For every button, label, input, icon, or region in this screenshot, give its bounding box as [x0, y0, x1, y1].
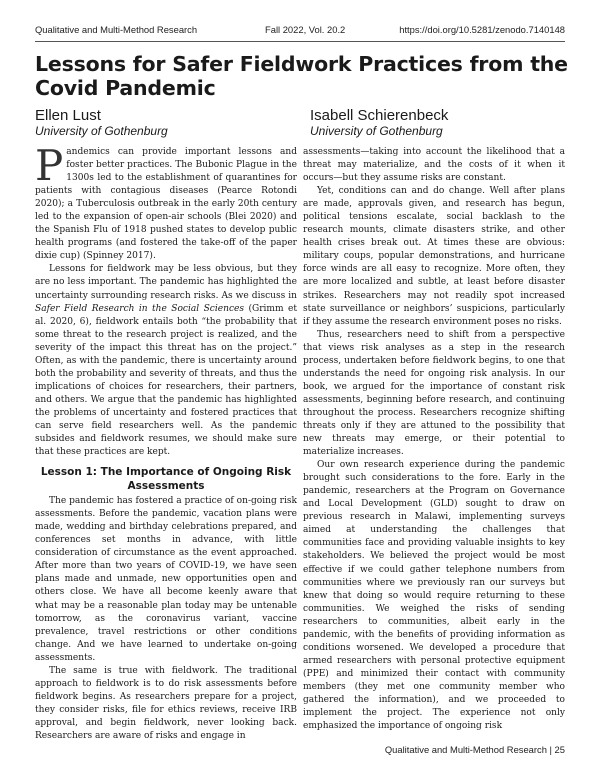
page-footer: Qualitative and Multi-Method Research | 25	[384, 744, 565, 755]
author-name: Ellen Lust	[35, 107, 101, 124]
header-divider	[35, 41, 565, 42]
left-column	[35, 141, 297, 743]
paragraph: Lessons for fieldwork may be less obvious, but they are no less important. The pandemic has highlighted the uncertainty surrounding research risks. As we discuss in Safer Field Research in the Social Sciences (Grimm et al. 2020, 6), fieldwork entails both “the probability that some threat to the research project is realized, and the severity of the impact this threat has on the project.” Often, as with the pandemic, there is uncertainty around both the probability and severity of threats, and thus the implications of choices for researchers, their partners, and others. We argue that the pandemic has highlighted the problems of uncertainty and fostered practices that can serve field researchers well. As the pandemic subsides and fieldwork resumes, we should make sure that these practices are kept.	[35, 264, 297, 458]
paragraph: Yet, conditions can and do change. Well after plans are made, approvals given, and research has begun, political tensions escalate, social backlash to the research mounts, climate disasters strike, and other health crises break out. At times these are obvious: military coups, popular demonstrations, and hurricane force winds are all easy to recognize. More often, they are more localized and subtle, at least before disaster strikes. Researchers may not readily spot increased state surveillance or neighbors’ suspicions, particularly if they assume the research environment poses no risks.	[303, 186, 565, 327]
header-issue: Fall 2022, Vol. 20.2	[265, 24, 346, 35]
drop-cap: P	[35, 141, 64, 190]
section-heading: Lesson 1: The Importance of Ongoing Risk Assessments	[40, 466, 292, 493]
article-title: Lessons for Safer Fieldwork Practices from the Covid Pandemic	[35, 52, 568, 100]
author-affiliation: University of Gothenburg	[35, 124, 168, 138]
header-journal: Qualitative and Multi-Method Research	[35, 24, 198, 35]
header-doi[interactable]: https://doi.org/10.5281/zenodo.7140148	[399, 24, 565, 35]
paragraph: Pandemics can provide important lessons and foster better practices. The Bubonic Plague in the 1300s led to the establishment of quarantines for patients with contagious diseases (Pearce Rotondi 2020); a Tuberculosis outbreak in the early 20th century led to the expansion of open-air schools (Blei 2020) and the Spanish Flu of 1918 pushed states to develop public health programs (and fostered the take-off of the paper dixie cup) (Spinney 2017).	[35, 141, 297, 262]
paragraph: Thus, researchers need to shift from a perspective that views risk analyses as a step in the research process, undertaken before fieldwork begins, to one that understands the need for ongoing risk analysis. In our book, we argued for the importance of constant risk assessments, beginning before research, and continuing throughout the process. Researchers recognize shifting threats only if they are attuned to the possibility that new threats may emerge, or their potential to materialize increases.	[303, 329, 565, 458]
book-title: Safer Field Research in the Social Sciences	[35, 303, 245, 314]
running-header	[35, 24, 565, 38]
author-name: Isabell Schierenbeck	[310, 107, 449, 124]
author-affiliation: University of Gothenburg	[310, 124, 443, 138]
paragraph: The same is true with fieldwork. The traditional approach to fieldwork is to do risk assessments before fieldwork begins. As researchers prepare for a project, they consider risks, file for ethics reviews, receive IRB approval, and begin fieldwork, never looking back. Researchers are aware of risks and engage in	[35, 665, 297, 741]
paragraph: Our own research experience during the pandemic brought such considerations to the fore. Early in the pandemic, researchers at the Program on Governance and Local Development (GLD) sought to draw on previous research in Malawi, implementing surveys aimed at understanding the challenges that communities face and providing valuable insights to key stakeholders. We believed the project would be most effective if we could gather telephone numbers from communities where we previously ran our surveys but knew that doing so would require returning to these communities. We weighed the risks of sending researchers to communities, albeit early in the pandemic, with the benefits of providing information as conditions worsened. We developed a procedure that armed researchers with personal protective equipment (PPE) and minimized their contact with community members (they met one community member who gathered the information), and we proceeded to implement the project. The experience not only emphasized the importance of ongoing risk	[303, 460, 565, 732]
paragraph: The pandemic has fostered a practice of on-going risk assessments. Before the pandemic, vacation plans were made, wedding and birthday celebrations prepared, and conferences set months in advance, with little consideration of circumstance as the event approached. After more than two years of COVID-19, we have seen plans made and unmade, new opportunities open and others close. We have all become keenly aware that what may be a reasonable plan today may be untenable tomorrow, as the coronavirus variant, vaccine prevalence, travel restrictions or other conditions change. And we have learned to undertake on-going assessments.	[35, 496, 297, 663]
right-column	[303, 146, 565, 733]
author-1	[35, 107, 168, 139]
author-2	[310, 107, 448, 139]
paragraph: assessments—taking into account the likelihood that a threat may materialize, and the costs of it when it occurs—but they assume risks are constant.	[303, 147, 565, 184]
